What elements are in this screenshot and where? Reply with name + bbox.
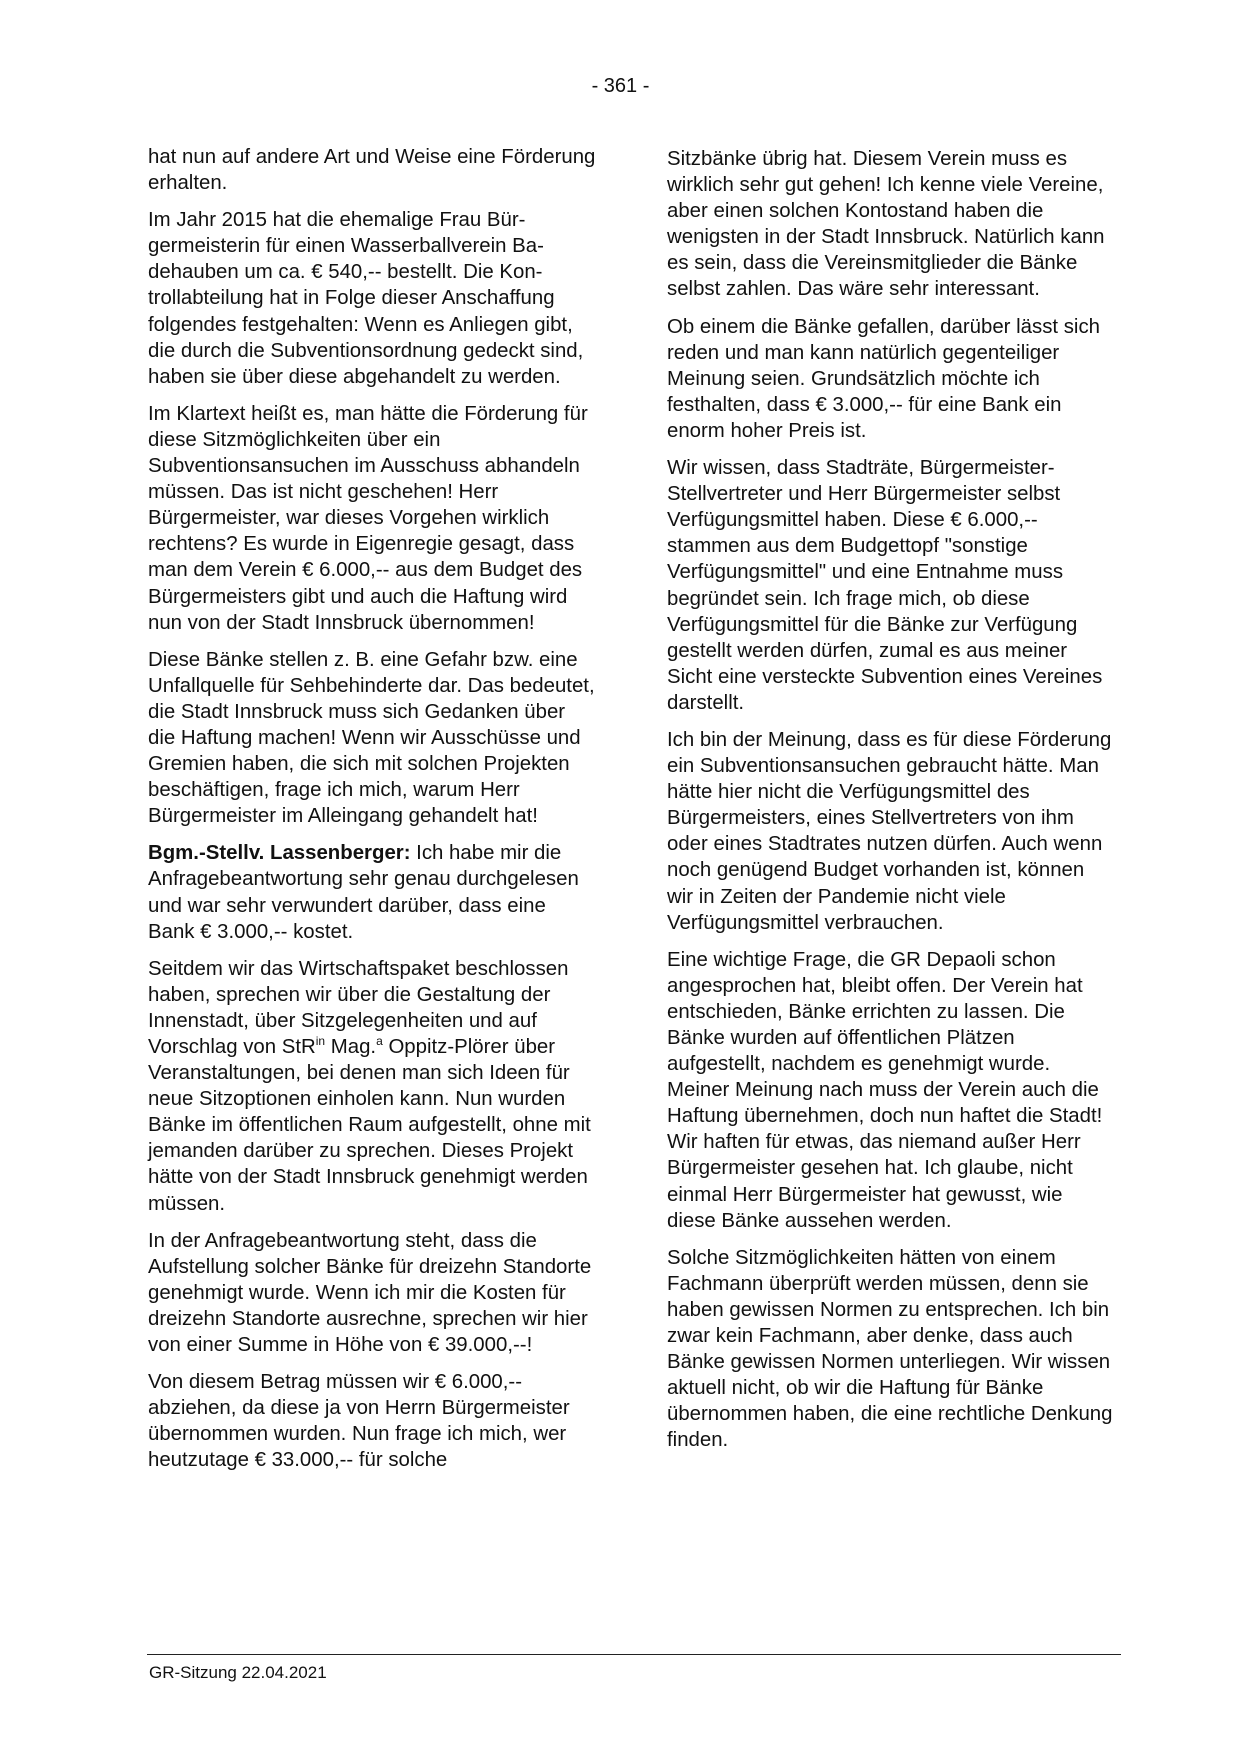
paragraph-text: Mag. <box>325 1036 377 1058</box>
paragraph: Diese Bänke stellen z. B. eine Gefahr bzw. eine Unfallquelle für Sehbehinderte dar. Das bedeutet, die Stadt Innsbruck muss sich Gedanken über die Haftung machen! Wenn wir Ausschüsse und Gremien haben, die sich mit solchen Projekten beschäftigen, frage ich mich, warum Herr Bürgermeister im Alleingang gehandelt hat! <box>148 648 595 828</box>
footer-divider <box>147 1654 1121 1655</box>
paragraph: In der Anfragebeantwortung steht, dass die Aufstellung solcher Bänke für dreizehn Standorte genehmigt wurde. Wenn ich mir die Kosten für dreizehn Standorte ausrechne, sprechen wir hier von einer Summe in Höhe von € 39.000,--! <box>148 1229 592 1357</box>
speaker-paragraph <box>148 840 596 944</box>
paragraph: Eine wichtige Frage, die GR Depaoli schon angesprochen hat, bleibt offen. Der Verein hat entschieden, Bänke errichten zu lassen. Die Bänke wurden auf öffentlichen Plätzen aufgestellt, nachdem es genehmigt wurde. Meiner Meinung nach muss der Verein auch die Haftung übernehmen, doch nun haftet die Stadt! Wir haften für etwas, das niemand außer Herr Bürgermeister gesehen hat. Ich glaube, nicht einmal Herr Bürgermeister hat gewusst, wie diese Bänke aussehen werden. <box>667 948 1103 1232</box>
right-column <box>667 146 1115 1465</box>
paragraph: Ich bin der Meinung, dass es für diese Förderung ein Subventionsansuchen gebraucht hätte. Man hätte hier nicht die Verfügungsmittel des Bürgermeisters, eines Stellvertreters von ihm oder eines Stadtrates nutzen dürfen. Auch wenn noch genügend Budget vorhanden ist, können wir in Zeiten der Pandemie nicht viele Verfügungsmittel verbrauchen. <box>667 728 1112 934</box>
paragraph-text: Seitdem wir das Wirtschaftspaket beschlossen haben, sprechen wir über die Gestaltung der Innenstadt, über Sitzgelegenheiten und auf Vorschlag von StR <box>148 957 569 1058</box>
speaker-text: Ich habe mir die Anfragebeantwortung sehr genau durchgelesen und war sehr verwundert darüber, dass eine Bank € 3.000,-- kostet. <box>148 842 579 943</box>
page-number: - 361 - <box>591 75 650 97</box>
superscript: in <box>315 1034 326 1048</box>
speaker-name: Bgm.-Stellv. Lassenberger: <box>148 842 411 865</box>
paragraph: Wir wissen, dass Stadträte, Bürgermeister-Stellvertreter und Herr Bürgermeister selbst Verfügungsmittel haben. Diese € 6.000,-- stammen aus dem Budgettopf "sonstige Verfügungsmittel" und eine Entnahme muss begründet sein. Ich frage mich, ob diese Verfügungsmittel für die Bänke zur Verfügung gestellt werden dürfen, zumal es aus meiner Sicht eine versteckte Subvention eines Vereines darstellt. <box>667 457 1103 714</box>
paragraph: Ob einem die Bänke gefallen, darüber lässt sich reden und man kann natürlich gegenteiliger Meinung seien. Grundsätzlich möchte ich festhalten, dass € 3.000,-- für eine Bank ein enorm hoher Preis ist. <box>667 315 1100 442</box>
paragraph: Sitzbänke übrig hat. Diesem Verein muss es wirklich sehr gut gehen! Ich kenne viele Vereine, aber einen solchen Kontostand haben die wenigsten in der Stadt Innsbruck. Natürlich kann es sein, dass die Vereinsmitglieder die Bänke selbst zahlen. Das wäre sehr interessant. <box>667 148 1105 301</box>
left-column <box>148 144 596 1485</box>
paragraph: Im Klartext heißt es, man hätte die Förderung für diese Sitzmöglichkeiten über ein Subventionsansuchen im Ausschuss abhandeln müssen. Das ist nicht geschehen! Herr Bürgermeister, war dieses Vorgehen wirklich rechtens? Es wurde in Eigenregie gesagt, dass man dem Verein € 6.000,-- aus dem Budget des Bürgermeisters gibt und auch die Haftung wird nun von der Stadt Innsbruck übernommen! <box>148 402 588 634</box>
footer-session-date: GR-Sitzung 22.04.2021 <box>149 1663 327 1682</box>
superscript: a <box>376 1034 383 1048</box>
paragraph-text: Oppitz-Plörer über Veranstaltungen, bei denen man sich Ideen für neue Sitzoptionen einholen kann. Nun wurden Bänke im öffentlichen Raum aufgestellt, ohne mit jemanden darüber zu sprechen. Dieses Projekt hätte von der Stadt Innsbruck genehmigt werden müssen. <box>148 1036 591 1215</box>
paragraph: hat nun auf andere Art und Weise eine Förderung erhalten. <box>148 146 596 195</box>
paragraph: Im Jahr 2015 hat die ehemalige Frau Bürgermeisterin für einen Wasserballverein Badehauben um ca. € 540,-- bestellt. Die Kontrollabteilung hat in Folge dieser Anschaffung folgendes festgehalten: Wenn es Anliegen gibt, die durch die Subventionsordnung gedeckt sind, haben sie über diese abgehandelt zu werden. <box>148 209 584 388</box>
paragraph: Solche Sitzmöglichkeiten hätten von einem Fachmann überprüft werden müssen, denn sie haben gewissen Normen zu entsprechen. Ich bin zwar kein Fachmann, aber denke, dass auch Bänke gewissen Normen unterliegen. Wir wissen aktuell nicht, ob wir die Haftung für Bänke übernommen haben, die eine rechtliche Denkung finden. <box>667 1246 1113 1452</box>
paragraph <box>148 956 596 1217</box>
paragraph: Von diesem Betrag müssen wir € 6.000,-- abziehen, da diese ja von Herrn Bürgermeister übernommen wurden. Nun frage ich mich, wer heutzutage € 33.000,-- für solche <box>148 1371 570 1472</box>
